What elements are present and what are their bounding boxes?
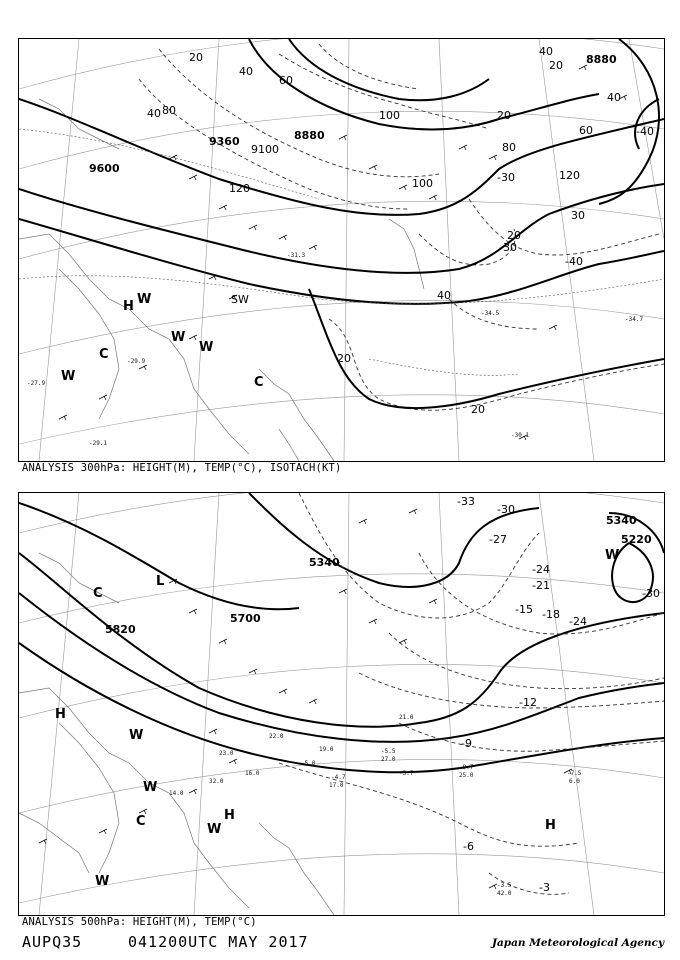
- warm-center-symbol: W: [143, 780, 158, 795]
- obs-value: -9.7: [459, 764, 474, 771]
- temp-label: -30: [497, 503, 515, 516]
- temp-label: -27.9: [27, 380, 46, 387]
- obs-value: 22.0: [269, 733, 284, 740]
- obs-value: -5.0: [301, 760, 316, 767]
- temp-label: -30: [642, 587, 660, 600]
- isotach-label: 40: [437, 289, 451, 302]
- cold-center-symbol: C: [93, 586, 103, 601]
- obs-value: 16.0: [245, 770, 260, 777]
- obs-value: 27.0: [381, 756, 396, 763]
- temp-label: -24: [569, 615, 587, 628]
- isotach-label: 40: [539, 45, 553, 58]
- height-label-8880-a: 8880: [294, 129, 325, 142]
- caption-500hpa: ANALYSIS 500hPa: HEIGHT(M), TEMP(°C): [22, 916, 257, 928]
- map-500hpa-canvas: [19, 493, 664, 915]
- warm-center-symbol: W: [199, 340, 214, 355]
- temp-label: -3.5: [497, 882, 512, 889]
- obs-value: -4.7: [331, 774, 346, 781]
- agency-name: Japan Meteorological Agency: [492, 937, 665, 949]
- warm-center-symbol: W: [207, 822, 222, 837]
- map-panel-500hpa: [18, 492, 665, 916]
- isotach-label: 20: [471, 403, 485, 416]
- caption-300hpa: ANALYSIS 300hPa: HEIGHT(M), TEMP(°C), ISOTACH(KT): [22, 462, 342, 474]
- isotach-label: 60: [579, 124, 593, 137]
- temp-label: -30.1: [511, 432, 530, 439]
- temp-label: -12: [519, 696, 537, 709]
- temp-label: -40: [636, 125, 654, 138]
- coastline: [19, 553, 334, 915]
- temp-label: -33: [457, 495, 475, 508]
- obs-value: -5.5: [381, 748, 396, 755]
- warm-center-symbol: W: [129, 728, 144, 743]
- isotach-label: 120: [559, 169, 580, 182]
- isotach-label: 80: [502, 141, 516, 154]
- temp-label: -15: [515, 603, 533, 616]
- temp-label: -18: [542, 608, 560, 621]
- temp-label: -24: [532, 563, 550, 576]
- temp-label: -29.9: [127, 358, 146, 365]
- wind-barbs: [39, 509, 572, 889]
- obs-value: 6.0: [569, 778, 580, 785]
- height-label-9100: 9100: [251, 143, 279, 156]
- temp-label: -31.3: [287, 252, 306, 259]
- height-label-5700: 5700: [230, 612, 261, 625]
- isotach-label: 100: [379, 109, 400, 122]
- temp-label: -7.5: [567, 770, 582, 777]
- isotach-label: 20: [549, 59, 563, 72]
- isotach-label: 60: [279, 74, 293, 87]
- warm-center-symbol: W: [95, 874, 110, 889]
- graticule: [19, 493, 664, 915]
- height-label-9360: 9360: [209, 135, 240, 148]
- cold-center-symbol: C: [99, 347, 109, 362]
- cold-center-symbol: C: [254, 375, 264, 390]
- temp-label: -21: [532, 579, 550, 592]
- isotach-label: 80: [162, 104, 176, 117]
- warm-center-symbol: W: [171, 330, 186, 345]
- sw-label: SW: [231, 293, 249, 306]
- isotach-label: 30: [571, 209, 585, 222]
- obs-value: 25.0: [459, 772, 474, 779]
- obs-value: 42.0: [497, 890, 512, 897]
- height-label-5820: 5820: [105, 623, 136, 636]
- temp-label: -34.7: [625, 316, 644, 323]
- isotach-label: 20: [507, 229, 521, 242]
- high-pressure-symbol: H: [545, 818, 556, 833]
- graticule: [19, 39, 664, 461]
- height-label-8880-b: 8880: [586, 53, 617, 66]
- temp-label: -27: [489, 533, 507, 546]
- temp-label: -30: [499, 241, 517, 254]
- obs-value: 32.0: [209, 778, 224, 785]
- warm-center-symbol: W: [137, 292, 152, 307]
- low-pressure-symbol: L: [156, 574, 165, 589]
- isotach-label: 20: [497, 109, 511, 122]
- temp-label: -34.5: [481, 310, 500, 317]
- isotach-label: 100: [412, 177, 433, 190]
- isotach-label: 40: [239, 65, 253, 78]
- high-pressure-symbol: H: [224, 808, 235, 823]
- obs-value: 21.0: [399, 714, 414, 721]
- height-label-5220: 5220: [621, 533, 652, 546]
- temp-label: -29.1: [89, 440, 108, 447]
- isotach-label: 20: [337, 352, 351, 365]
- product-code: AUPQ35: [22, 933, 83, 951]
- temp-label: -30: [497, 171, 515, 184]
- temp-label: -3: [539, 881, 550, 894]
- map-panel-300hpa: [18, 38, 665, 462]
- temp-label: -40: [565, 255, 583, 268]
- isotach-label: 40: [147, 107, 161, 120]
- temp-label: -9: [461, 737, 472, 750]
- obs-value: -5.7: [399, 770, 414, 777]
- obs-value: 17.0: [329, 782, 344, 789]
- height-label-9600: 9600: [89, 162, 120, 175]
- high-pressure-symbol: H: [55, 707, 66, 722]
- warm-center-symbol: W: [605, 548, 620, 563]
- isotach-label: 120: [229, 182, 250, 195]
- height-label-5340-a: 5340: [309, 556, 340, 569]
- obs-value: 19.0: [319, 746, 334, 753]
- cold-center-symbol: C: [136, 814, 146, 829]
- height-label-5340-b: 5340: [606, 514, 637, 527]
- obs-value: 14.0: [169, 790, 184, 797]
- warm-center-symbol: W: [61, 369, 76, 384]
- temp-label: -6: [463, 840, 474, 853]
- analysis-datetime: 041200UTC MAY 2017: [128, 933, 309, 951]
- obs-value: 23.0: [219, 750, 234, 757]
- high-pressure-symbol: H: [123, 299, 134, 314]
- map-300hpa-canvas: [19, 39, 664, 461]
- isotach-label: 40: [607, 91, 621, 104]
- isotach-label: 20: [189, 51, 203, 64]
